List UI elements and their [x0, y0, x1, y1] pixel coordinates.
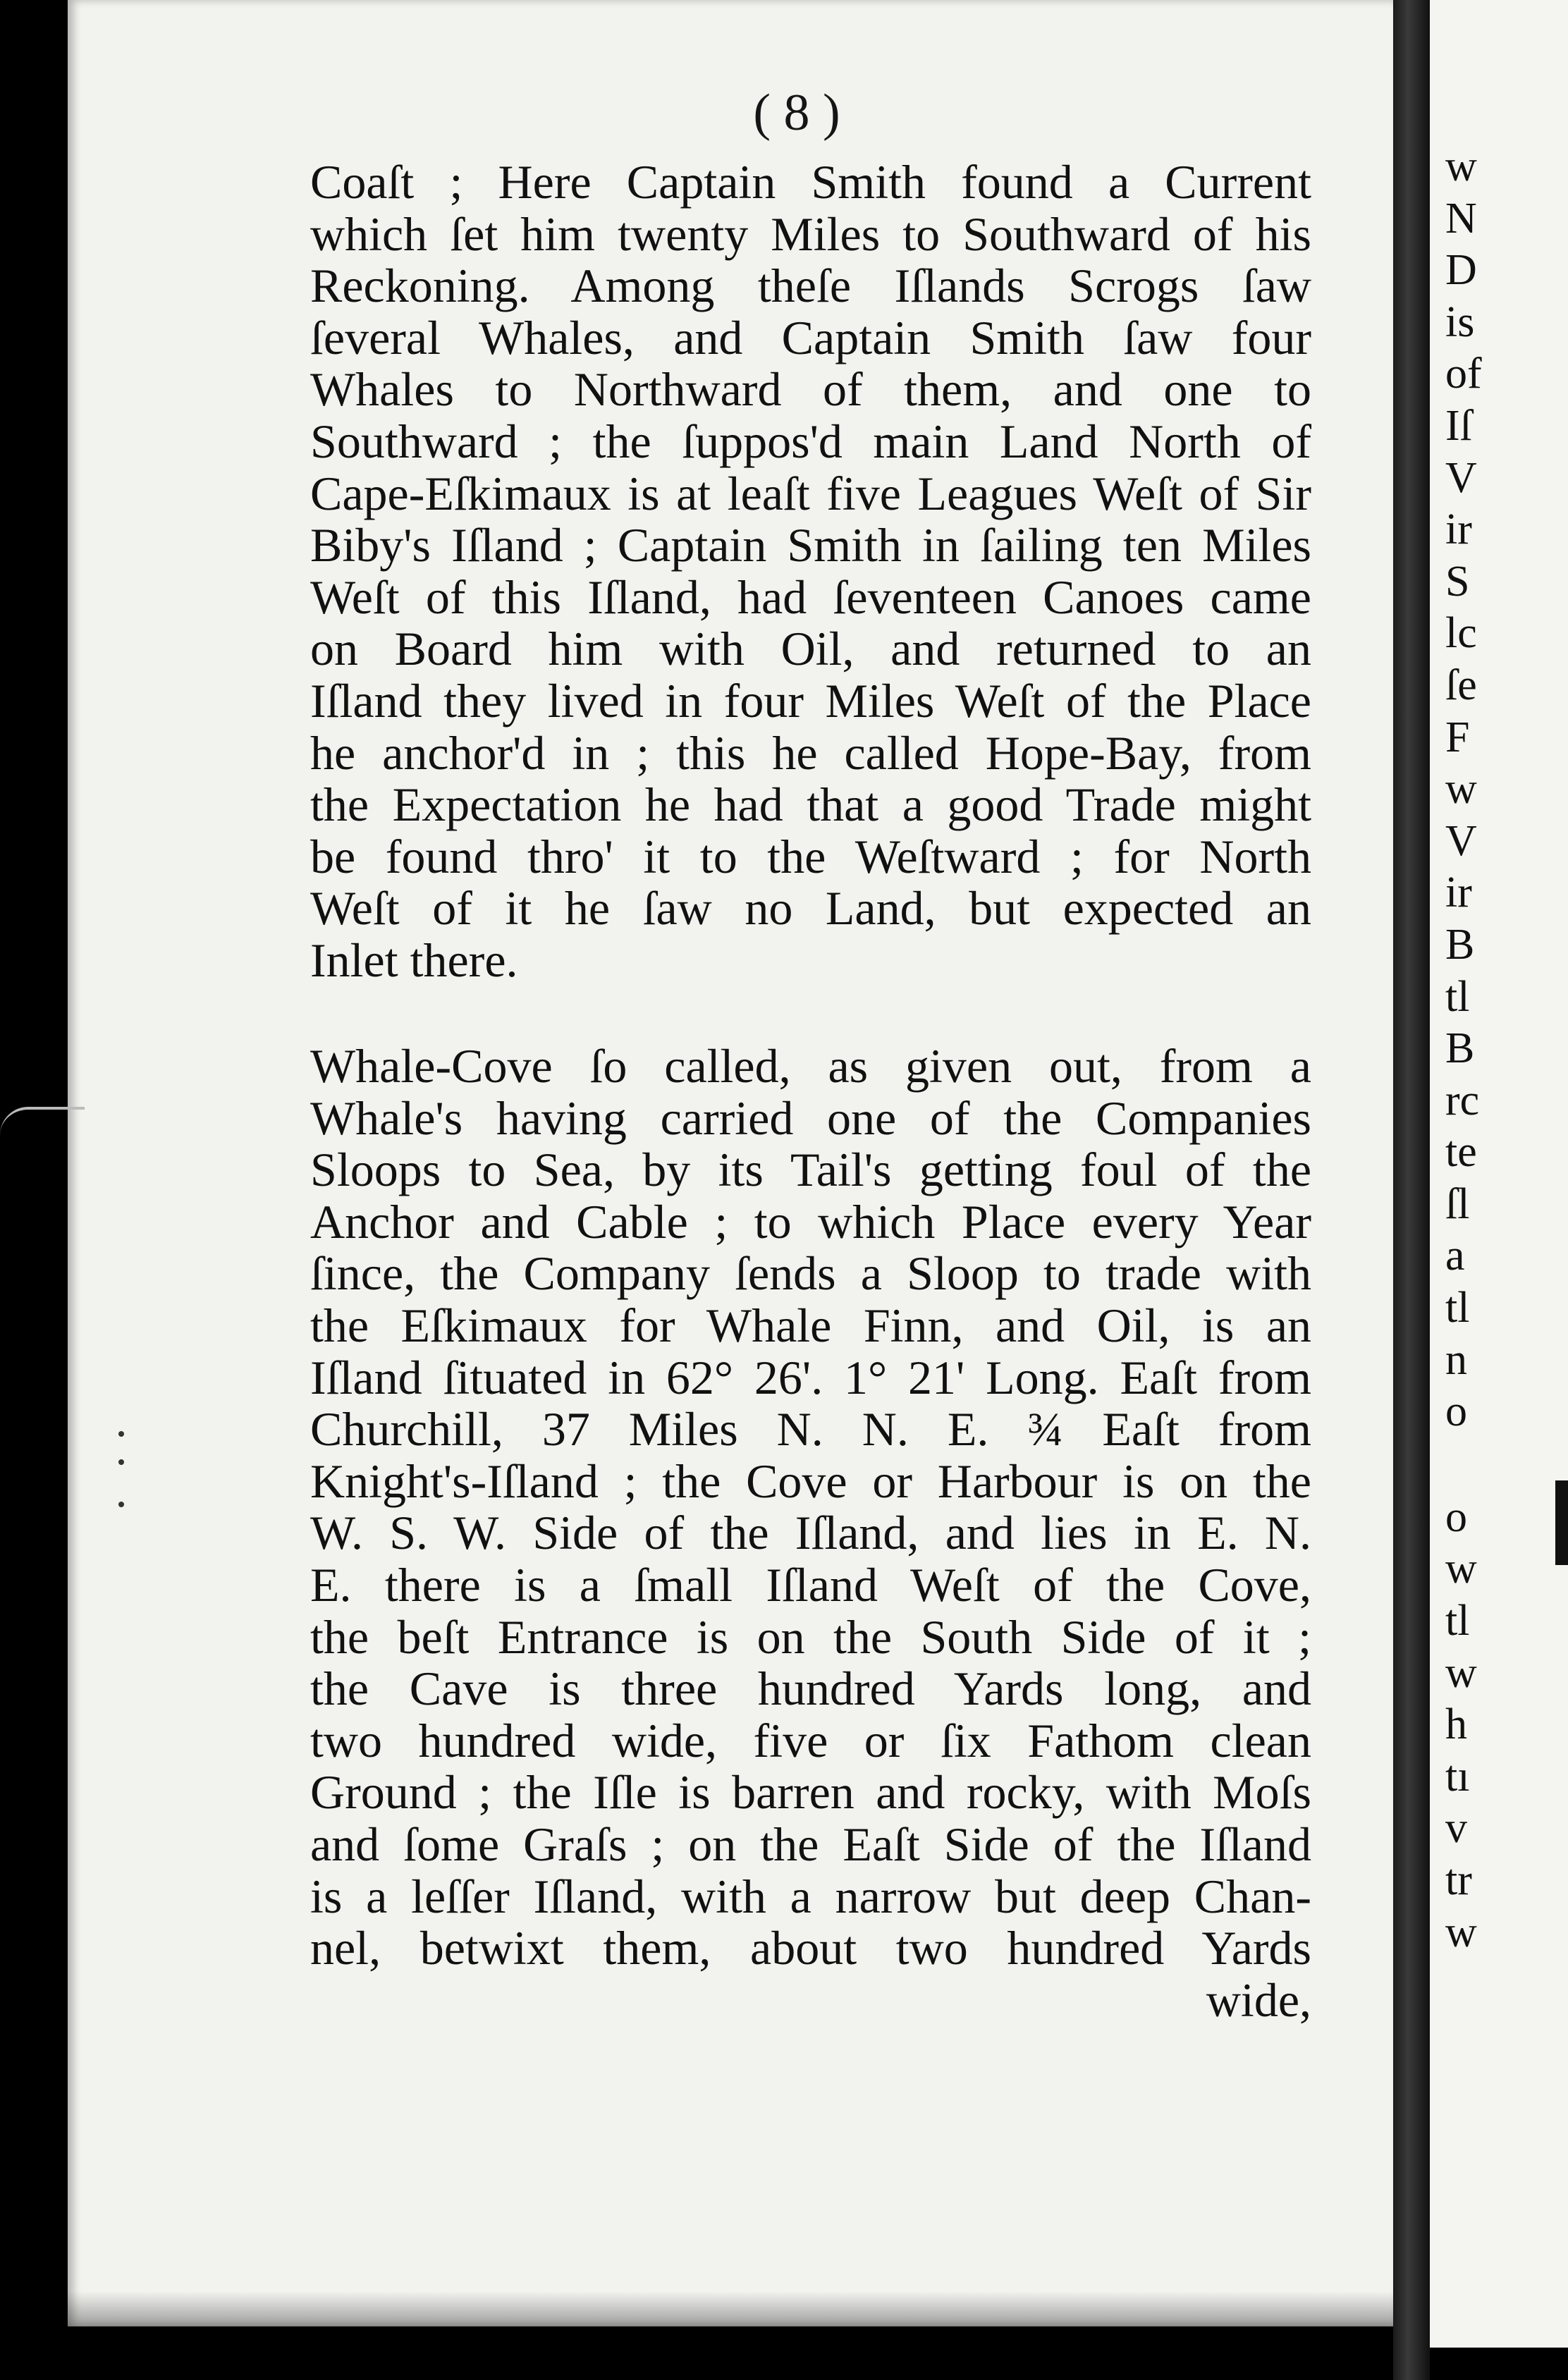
- right-page-fragment: is: [1445, 298, 1475, 346]
- text-line: the Cave is three hundred Yards long, and: [310, 1662, 1311, 1716]
- right-page-fragment: tı: [1445, 1752, 1470, 1801]
- right-page-fragment: w: [1445, 1545, 1477, 1593]
- right-page-fragment: V: [1445, 816, 1477, 865]
- right-page-fragment: h: [1445, 1700, 1467, 1749]
- right-page-fragment: ſe: [1445, 661, 1477, 709]
- text-line: Reckoning. Among theſe Iſlands Scrogs ſaw: [310, 259, 1311, 313]
- right-page-text-fragments: [1445, 141, 1568, 1958]
- right-page-fragment: N: [1445, 194, 1477, 243]
- text-line: Knight's-Iſland ; the Cove or Harbour is on the: [310, 1454, 1311, 1508]
- text-line: Whale's having carried one of the Companies: [310, 1091, 1311, 1145]
- text-line: the Eſkimaux for Whale Finn, and Oil, is an: [310, 1298, 1311, 1352]
- text-line: Weſt of this Iſland, had ſeventeen Canoes came: [310, 570, 1311, 624]
- page-number: ( 8 ): [753, 84, 840, 142]
- text-line: Southward ; the ſuppos'd main Land North of: [310, 414, 1311, 468]
- text-line: W. S. W. Side of the Iſland, and lies in E. N.: [310, 1506, 1311, 1560]
- right-page-fragment: F: [1445, 713, 1470, 761]
- text-line: nel, betwixt them, about two hundred Yards: [310, 1921, 1311, 1975]
- text-line: he anchor'd in ; this he called Hope-Bay, from: [310, 725, 1311, 780]
- right-page-fragment: w: [1445, 142, 1477, 190]
- text-line: Whales to Northward of them, and one to: [310, 362, 1311, 417]
- text-line: Cape-Eſkimaux is at leaſt five Leagues Weſt of Sir: [310, 466, 1311, 520]
- right-page-fragment: w: [1445, 1648, 1477, 1697]
- book-gutter: [1393, 0, 1430, 2380]
- text-line: which ſet him twenty Miles to Southward of his: [310, 207, 1311, 261]
- text-line: be found thro' it to the Weſtward ; for North: [310, 829, 1311, 883]
- text-line: and ſome Graſs ; on the Eaſt Side of the Iſland: [310, 1817, 1311, 1871]
- right-page-fragment: tl: [1445, 1597, 1470, 1645]
- right-page-fragment: w: [1445, 765, 1477, 814]
- text-line: Biby's Iſland ; Captain Smith in ſailing ten Miles: [310, 518, 1311, 572]
- right-page-fragment: B: [1445, 920, 1475, 969]
- right-page-fragment: S: [1445, 557, 1470, 606]
- right-page-fragment: Iſ: [1445, 401, 1472, 450]
- right-page-fragment: a: [1445, 1232, 1465, 1280]
- text-line: Weſt of it he ſaw no Land, but expected an: [310, 881, 1311, 936]
- text-line: the Expectation he had that a good Trade might: [310, 778, 1311, 832]
- right-page-fragment: tr: [1445, 1856, 1472, 1904]
- right-page-fragment: te: [1445, 1128, 1477, 1177]
- right-page-fragment: of: [1445, 350, 1482, 398]
- right-page-fragment: lc: [1445, 609, 1477, 658]
- text-line: Anchor and Cable ; to which Place every Year: [310, 1194, 1311, 1249]
- right-page-fragment: tl: [1445, 1284, 1470, 1332]
- text-line: wide,: [1206, 1973, 1311, 2027]
- text-line: Ground ; the Iſle is barren and rocky, with Moſs: [310, 1765, 1311, 1820]
- paragraph-hope-bay: [310, 157, 1311, 987]
- text-line: Coaſt ; Here Captain Smith found a Current: [310, 155, 1311, 209]
- right-page-fragment: B: [1445, 1024, 1475, 1073]
- margin-dot: [118, 1459, 124, 1465]
- margin-dot: [118, 1502, 124, 1507]
- right-page-fragment: tl: [1445, 972, 1470, 1021]
- right-page-fragment: v: [1445, 1804, 1467, 1853]
- text-line: the beſt Entrance is on the South Side of it ;: [310, 1609, 1311, 1664]
- right-page-fragment: ir: [1445, 505, 1472, 554]
- text-line: is a leſſer Iſland, with a narrow but deep Chan-: [310, 1869, 1311, 1923]
- text-line: Churchill, 37 Miles N. N. E. ¾ Eaſt from: [310, 1402, 1311, 1456]
- text-line: ſeveral Whales, and Captain Smith ſaw four: [310, 310, 1311, 364]
- text-line: E. there is a ſmall Iſland Weſt of the Cove,: [310, 1557, 1311, 1612]
- right-page-fragment: o: [1445, 1387, 1467, 1436]
- text-line: Sloops to Sea, by its Tail's getting foul of the: [310, 1143, 1311, 1197]
- text-line: ſince, the Company ſends a Sloop to trade with: [310, 1246, 1311, 1301]
- margin-dot: [118, 1431, 124, 1437]
- right-page-fragment: ir: [1445, 869, 1472, 917]
- text-line: on Board him with Oil, and returned to an: [310, 622, 1311, 676]
- right-page-fragment: D: [1445, 246, 1477, 295]
- right-page-fragment: n: [1445, 1335, 1467, 1384]
- right-page-fragment: o: [1445, 1492, 1467, 1541]
- text-line: Iſland ſituated in 62° 26'. 1° 21' Long. Eaſt from: [310, 1350, 1311, 1404]
- page-edge-fold: [0, 1107, 85, 1138]
- page-bottom-shadow: [68, 2291, 1393, 2326]
- right-page-fragment: w: [1445, 1908, 1477, 1956]
- text-line: Whale-Cove ſo called, as given out, from a: [310, 1039, 1311, 1093]
- text-line: Iſland they lived in four Miles Weſt of the Place: [310, 673, 1311, 728]
- right-page-fragment: ſl: [1445, 1179, 1470, 1228]
- paragraph-whale-cove: [310, 1041, 1311, 2026]
- right-page-fragment: rc: [1445, 1076, 1480, 1124]
- text-line: Inlet there.: [310, 933, 518, 987]
- text-line: two hundred wide, five or ſix Fathom clean: [310, 1713, 1311, 1767]
- right-page-fragment: V: [1445, 453, 1477, 502]
